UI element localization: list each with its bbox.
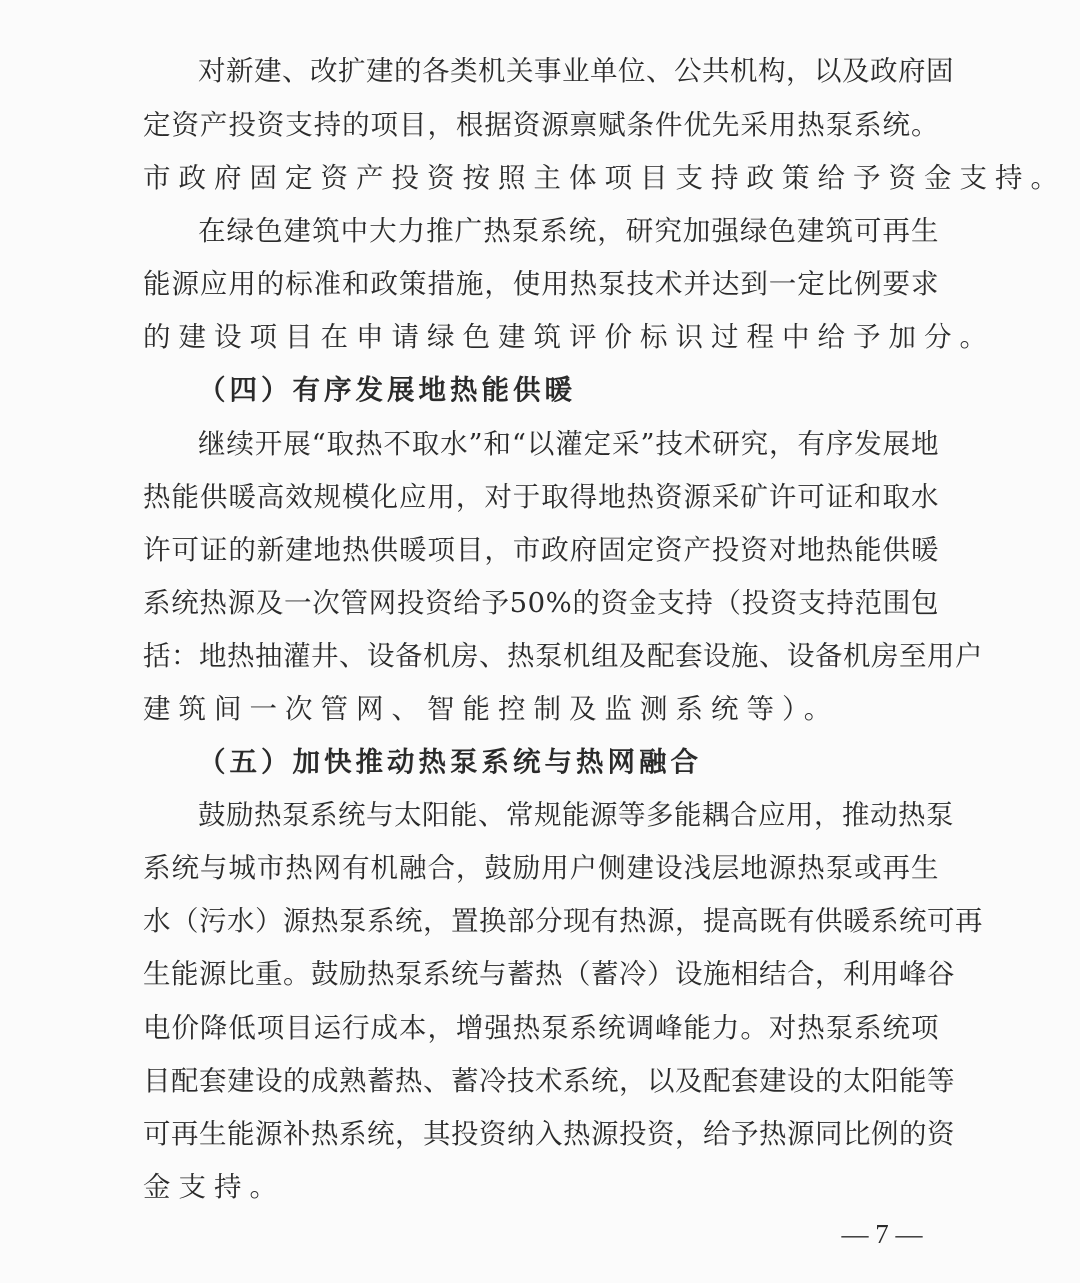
paragraph-2-line-3: 的建设项目在申请绿色建筑评价标识过程中给予加分。: [143, 321, 995, 353]
paragraph-6-line-2: 系统与城市热网有机融合，鼓励用户侧建设浅层地源热泵或再生: [143, 852, 939, 884]
paragraph-1-line-3: 市政府固定资产投资按照主体项目支持政策给予资金支持。: [143, 162, 1066, 194]
paragraph-1-line-1: 对新建、改扩建的各类机关事业单位、公共机构，以及政府固: [198, 55, 954, 87]
paragraph-4-line-2: 热能供暖高效规模化应用，对于取得地热资源采矿许可证和取水: [143, 481, 939, 513]
paragraph-4-line-5: 括：地热抽灌井、设备机房、热泵机组及配套设施、设备机房至用户: [143, 640, 983, 672]
paragraph-4-line-6: 建筑间一次管网、智能控制及监测系统等）。: [143, 693, 840, 725]
paragraph-2-line-2: 能源应用的标准和政策措施，使用热泵技术并达到一定比例要求: [143, 268, 939, 300]
section-heading-5: （五）加快推动热泵系统与热网融合: [198, 746, 702, 778]
paragraph-1-line-2: 定资产投资支持的项目，根据资源禀赋条件优先采用热泵系统。: [143, 109, 939, 141]
paragraph-2-line-1: 在绿色建筑中大力推广热泵系统，研究加强绿色建筑可再生: [198, 215, 939, 247]
section-heading-4: （四）有序发展地热能供暖: [198, 374, 576, 406]
page-number: — 7 —: [841, 1219, 923, 1249]
paragraph-6-line-4: 生能源比重。鼓励热泵系统与蓄热（蓄冷）设施相结合，利用峰谷: [143, 958, 955, 990]
paragraph-6-line-1: 鼓励热泵系统与太阳能、常规能源等多能耦合应用，推动热泵: [198, 799, 954, 831]
paragraph-6-line-8: 金支持。: [143, 1171, 285, 1203]
paragraph-6-line-7: 可再生能源补热系统，其投资纳入热源投资，给予热源同比例的资: [143, 1118, 955, 1150]
paragraph-6-line-6: 目配套建设的成熟蓄热、蓄冷技术系统，以及配套建设的太阳能等: [143, 1065, 955, 1097]
paragraph-6-line-3: 水（污水）源热泵系统，置换部分现有热源，提高既有供暖系统可再: [143, 905, 983, 937]
paragraph-4-line-3: 许可证的新建地热供暖项目，市政府固定资产投资对地热能供暖: [143, 534, 939, 566]
paragraph-4-line-1: 继续开展“取热不取水”和“以灌定采”技术研究，有序发展地: [198, 428, 939, 460]
paragraph-6-line-5: 电价降低项目运行成本，增强热泵系统调峰能力。对热泵系统项: [143, 1012, 939, 1044]
paragraph-4-line-4: 系统热源及一次管网投资给予50%的资金支持（投资支持范围包: [143, 587, 939, 619]
